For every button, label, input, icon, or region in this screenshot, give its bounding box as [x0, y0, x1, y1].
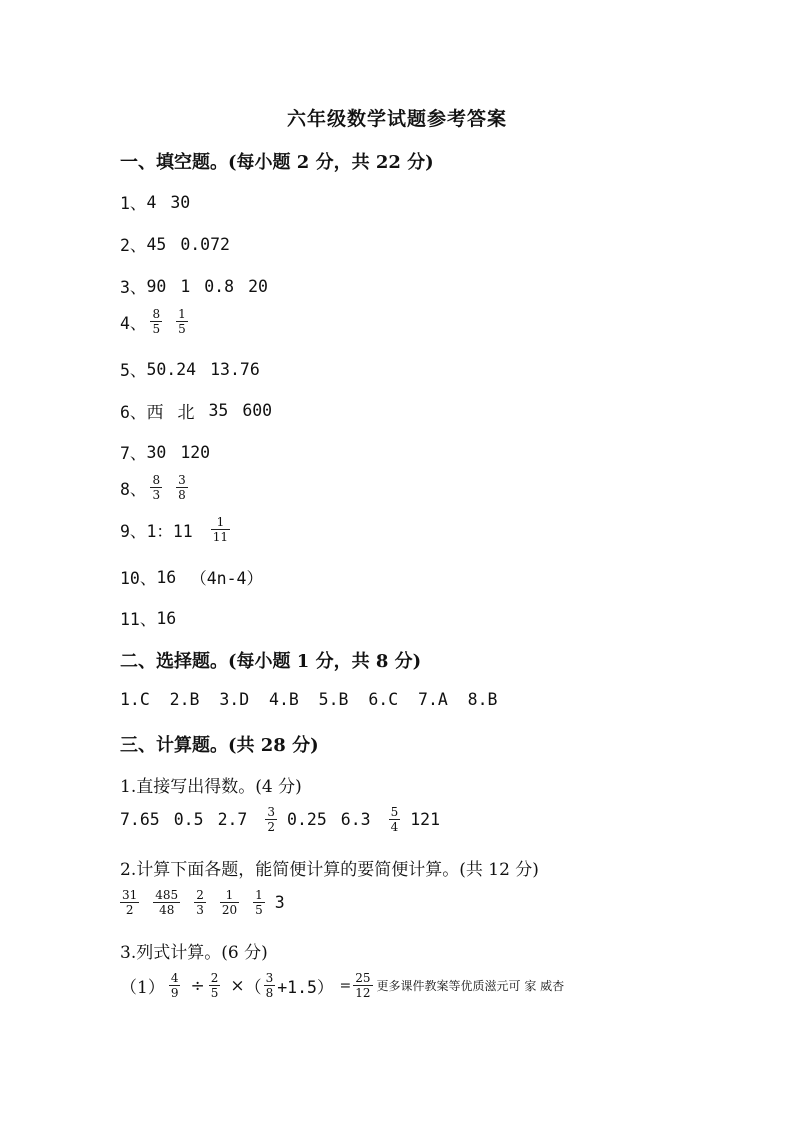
watermark-note: 更多课件教案等优质滋元可 家 威杏 — [376, 979, 565, 993]
answer-value: 20 — [248, 276, 268, 296]
answer-index: 9、 — [120, 521, 147, 541]
answer-value: 16 — [156, 567, 177, 587]
answer-value: 50.24 — [146, 359, 197, 379]
answer-value: 3 — [274, 893, 285, 912]
calc-part2-answers — [120, 888, 285, 917]
answer-index: 3、 — [120, 278, 147, 297]
fraction: $\frac{1}{5}$ — [178, 307, 186, 336]
calc-part1-label: 1.直接写出得数。(4 分) — [120, 777, 302, 797]
expression-index: （1） — [120, 978, 165, 998]
answer-index: 11、 — [120, 610, 157, 629]
answer-row-1 — [120, 190, 190, 214]
operator: ÷ — [190, 975, 205, 996]
answer-index: 10、 — [120, 569, 157, 588]
calc-part3-label: 3.列式计算。(6 分) — [120, 943, 268, 963]
calc-part3-expression — [120, 971, 564, 1000]
answer-index: 6、 — [120, 402, 147, 422]
fraction: $\frac{5}{4}$ — [390, 805, 399, 834]
fraction: $\frac{2}{3}$ — [196, 888, 204, 917]
fraction: $\frac{3}{8}$ — [265, 971, 274, 1000]
expression-tail: +1.5） — [277, 977, 334, 997]
fraction: $\frac{4}{9}$ — [170, 971, 179, 1000]
answer-value: 0.072 — [180, 234, 230, 254]
fraction: $\frac{1}{20}$ — [221, 888, 238, 917]
answer-row-11 — [120, 606, 176, 630]
answer-value: 4 — [146, 192, 157, 212]
answer-value: 30 — [170, 192, 191, 212]
answer-row-7 — [120, 440, 210, 464]
answer-row-2 — [120, 232, 230, 256]
answer-value: 西 — [146, 403, 164, 423]
answer-row-4 — [120, 307, 198, 336]
page-title: 六年级数学试题参考答案 — [286, 108, 507, 130]
answer-value: 45 — [146, 234, 167, 254]
answer-value: 0.8 — [204, 276, 235, 296]
fraction: $\frac{8}{3}$ — [152, 473, 161, 502]
answer-value: 1：11 — [146, 521, 193, 541]
answer-value: 600 — [242, 401, 273, 420]
answer-value: 120 — [180, 442, 211, 462]
answer-index: 5、 — [120, 361, 147, 380]
fraction: $\frac{25}{12}$ — [355, 971, 371, 1000]
answer-index: 1、 — [120, 194, 147, 213]
section-fill-heading: 一、填空题。(每小题 2 分，共 22 分) — [120, 152, 434, 173]
answer-value: （4n-4） — [190, 569, 263, 588]
answer-value: 30 — [146, 442, 167, 462]
answer-index: 2、 — [120, 236, 147, 255]
answer-value: 7.65 — [120, 810, 160, 829]
fraction: $\frac{3}{8}$ — [178, 473, 186, 502]
section-calc-heading: 三、计算题。(共 28 分) — [120, 735, 319, 756]
fraction: $\frac{8}{5}$ — [152, 307, 161, 336]
answer-value: 16 — [156, 608, 177, 628]
answer-value: 1 — [180, 276, 191, 296]
answer-row-6 — [120, 398, 272, 423]
answer-value: 121 — [410, 810, 441, 829]
answer-index: 7、 — [120, 444, 147, 463]
calc-part2-label: 2.计算下面各题，能简便计算的要简便计算。(共 12 分) — [120, 860, 539, 880]
choice-answers: 1.C 2.B 3.D 4.B 5.B 6.C 7.A 8.B — [120, 690, 498, 709]
answer-value: 北 — [177, 403, 195, 423]
fraction: $\frac{485}{48}$ — [155, 888, 179, 917]
answer-index: 8、 — [120, 479, 147, 499]
answer-row-10 — [120, 565, 263, 589]
paren-open: （ — [244, 978, 262, 998]
answer-value: 0.25 — [287, 810, 327, 829]
answer-index: 4、 — [120, 313, 147, 333]
fraction: $\frac{2}{5}$ — [210, 971, 219, 1000]
operator: × — [230, 975, 245, 996]
fraction: $\frac{3}{2}$ — [267, 805, 276, 834]
fraction: $\frac{31}{2}$ — [122, 888, 138, 917]
answer-value: 35 — [208, 401, 229, 420]
answer-row-5 — [120, 357, 260, 381]
answer-row-8 — [120, 473, 198, 502]
equals-sign: = — [339, 977, 352, 994]
answer-value: 6.3 — [340, 810, 371, 829]
fraction: $\frac{1}{11}$ — [212, 515, 229, 544]
answer-row-3 — [120, 274, 268, 298]
answer-value: 90 — [146, 276, 167, 296]
answer-value: 2.7 — [217, 810, 248, 829]
answer-row-9 — [120, 515, 240, 544]
calc-part1-answers — [120, 805, 440, 834]
section-choice-heading: 二、选择题。(每小题 1 分，共 8 分) — [120, 651, 422, 672]
answer-value: 13.76 — [210, 359, 260, 379]
answer-value: 0.5 — [173, 810, 204, 829]
fraction: $\frac{1}{5}$ — [255, 888, 263, 917]
